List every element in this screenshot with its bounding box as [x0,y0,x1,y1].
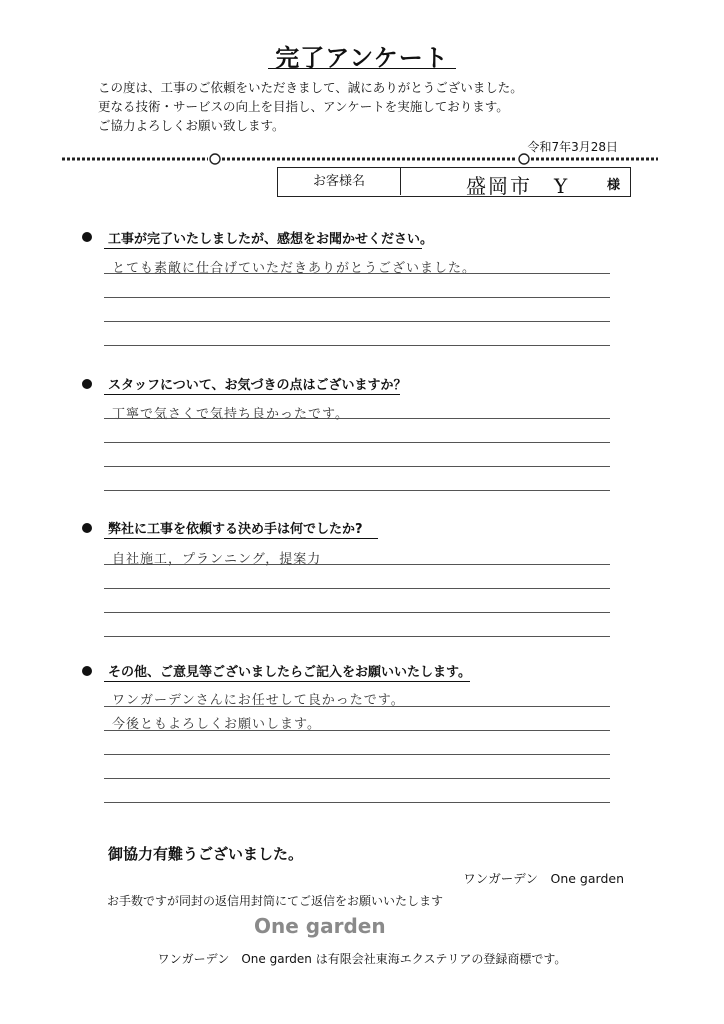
question-underline [104,538,378,539]
trademark-note: ワンガーデン One garden は有限会社東海エクステリアの登録商標です。 [157,952,567,966]
question-4: その他、ご意見等ございましたらご記入をお願いいたします。 [108,665,471,680]
customer-label: お客様名 [278,168,401,195]
answer-rule [104,802,610,803]
survey-date: 令和7年3月28日 [527,140,618,154]
answer-rule [104,612,610,613]
logo-text: One garden [254,914,386,938]
question-bullet-icon [82,523,92,533]
company-name: ワンガーデン One garden [463,871,624,886]
answer-4-line-1: ワンガーデンさんにお任せして良かったです。 [112,693,405,708]
answer-rule [104,778,610,779]
page-title: 完了アンケート [275,44,449,72]
answer-rule [104,345,610,346]
question-3: 弊社に工事を依頼する決め手は何でしたか? [108,522,363,537]
customer-name: 盛岡市 Y [466,174,570,198]
answer-rule [104,754,610,755]
question-bullet-icon [82,666,92,676]
answer-2-line-1: 丁寧で気さくで気持ち良かったです。 [112,407,349,422]
answer-rule [104,730,610,731]
answer-rule [104,564,610,565]
customer-name-box [277,167,631,197]
customer-honorific: 様 [606,178,620,193]
answer-1-line-1: とても素敵に仕合げていただきありがとうございました。 [112,261,477,276]
intro-line-1: この度は、工事のご依頼をいただきまして、誠にありがとうございました。 [98,80,523,95]
answer-rule [104,418,610,419]
answer-rule [104,321,610,322]
star-divider [62,150,658,168]
answer-rule [104,442,610,443]
question-1: 工事が完了いたしましたが、感想をお聞かせください。 [108,232,434,247]
answer-rule [104,588,610,589]
answer-4-line-2: 今後ともよろしくお願いします。 [112,717,321,732]
answer-rule [104,490,610,491]
answer-3-line-1: 自社施工，プランニング，提案力 [112,552,322,567]
one-garden-logo [254,912,390,940]
thanks-message: 御協力有難うございました。 [108,845,304,863]
question-underline [104,681,470,682]
question-underline [104,394,400,395]
intro-line-3: ご協力よろしくお願い致します。 [98,118,285,133]
question-underline [104,248,422,249]
answer-rule [104,706,610,707]
answer-rule [104,297,610,298]
answer-rule [104,466,610,467]
question-bullet-icon [82,232,92,242]
answer-rule [104,273,610,274]
question-bullet-icon [82,379,92,389]
title-underline [268,68,456,69]
answer-rule [104,636,610,637]
return-note: お手数ですが同封の返信用封筒にてご返信をお願いいたします [107,894,444,908]
intro-line-2: 更なる技術・サービスの向上を目指し、アンケートを実施しております。 [98,99,509,114]
question-2: スタッフについて、お気づきの点はございますか？ [108,378,407,393]
